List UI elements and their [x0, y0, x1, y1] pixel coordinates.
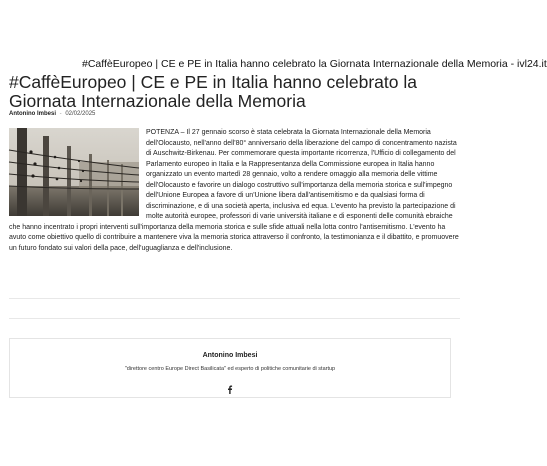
facebook-icon[interactable] [226, 381, 234, 390]
author-box [9, 338, 451, 398]
author-bio: "direttore centro Europe Direct Basilicata" ed esperto di politiche comunitarie di startup [124, 366, 336, 372]
byline-separator: - [59, 111, 62, 117]
article-body-text: POTENZA – Il 27 gennaio scorso è stata celebrata la Giornata Internazionale della Memoria dell'Olocausto, nell'anno dell'80° anniversario della liberazione del campo di concentramento nazista di Auschwitz-Birkenau. Per commemorare questa importante ricorrenza, l'Ufficio di collegamento del Parlamento europeo in Italia e la Rappresentanza della Commissione europea in Italia hanno organizzato un evento martedì 28 gennaio, volto a rendere omaggio alla memoria delle vittime dell'Olocausto e favorire un dialogo costruttivo sull'importanza della memoria storica e sull'impegno dell'Unione Europea a favore di un'Unione libera dall'antisemitismo e da qualsiasi forma di discriminazione, e di una società aperta, inclusiva ed equa. L'evento ha previsto la partecipazione di molte autorità europee, professori di varie università italiane e di esponenti delle comunità ebraiche che hanno incentrato i propri interventi sull'importanza della memoria storica e sulle sfide attuali nella lotta contro l'antisemitismo. L'evento ha avuto come obiettivo quello di contribuire a mantenere viva la memoria storica attraverso il confronto, la testimonianza e il dibattito, e promuovere un futuro fondato sui valori della pace, dell'uguaglianza e dell'inclusione. [9, 129, 459, 252]
divider [9, 298, 460, 299]
byline-date: 02/02/2025 [65, 111, 96, 117]
byline-author[interactable]: Antonino Imbesi [9, 111, 56, 117]
byline [9, 111, 95, 117]
article-body [9, 128, 460, 254]
divider [9, 318, 460, 319]
article-title: #CaffèEuropeo | CE e PE in Italia hanno celebrato la Giornata Internazionale della Memoria [9, 72, 417, 111]
header-ticker[interactable]: #CaffèEuropeo | CE e PE in Italia hanno celebrato la Giornata Internazionale della Memoria - ivl24.it [82, 58, 547, 70]
author-name[interactable]: Antonino Imbesi [202, 352, 258, 359]
